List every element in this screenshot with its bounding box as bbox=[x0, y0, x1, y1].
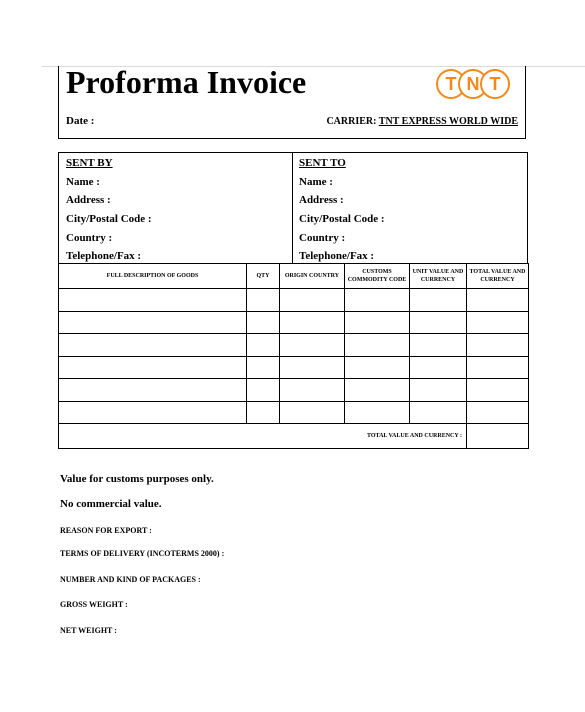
table-row bbox=[59, 379, 529, 402]
origin-cell[interactable] bbox=[280, 379, 345, 402]
sent-to-telephone-label: Telephone/Fax : bbox=[299, 250, 375, 263]
origin-cell[interactable] bbox=[280, 356, 345, 379]
description-cell[interactable] bbox=[59, 356, 247, 379]
goods-header-row bbox=[59, 264, 529, 289]
commodity-code-cell[interactable] bbox=[345, 401, 410, 424]
total-value-cell[interactable] bbox=[467, 356, 529, 379]
net-weight-label: NET WEIGHT : bbox=[60, 626, 117, 635]
sent-to-country-label: Country : bbox=[299, 231, 346, 244]
description-column-header: FULL DESCRIPTION OF GOODS bbox=[59, 264, 247, 289]
carrier-value: TNT EXPRESS WORLD WIDE bbox=[378, 116, 518, 127]
gross-weight-label: GROSS WEIGHT : bbox=[60, 600, 128, 609]
origin-cell[interactable] bbox=[280, 311, 345, 334]
commodity-code-cell[interactable] bbox=[345, 311, 410, 334]
origin-cell[interactable] bbox=[280, 334, 345, 357]
qty-cell[interactable] bbox=[247, 356, 280, 379]
total-value-cell[interactable] bbox=[467, 289, 529, 312]
sent-by-telephone-label: Telephone/Fax : bbox=[66, 250, 142, 263]
reason-for-export-label: REASON FOR EXPORT : bbox=[60, 526, 152, 535]
sent-by-name-label: Name : bbox=[66, 175, 100, 188]
sent-by-heading: SENT BY bbox=[66, 157, 113, 169]
table-row bbox=[59, 401, 529, 424]
sent-to-name-label: Name : bbox=[299, 175, 333, 188]
table-row bbox=[59, 334, 529, 357]
total-value-cell[interactable] bbox=[467, 379, 529, 402]
tnt-logo bbox=[436, 69, 510, 101]
total-value-cell[interactable] bbox=[467, 401, 529, 424]
commodity-code-cell[interactable] bbox=[345, 379, 410, 402]
qty-cell[interactable] bbox=[247, 311, 280, 334]
sent-to-address-label: Address : bbox=[299, 194, 344, 207]
carrier-field bbox=[326, 116, 518, 127]
origin-column-header: ORIGIN COUNTRY bbox=[280, 264, 345, 289]
carrier-label: CARRIER: bbox=[326, 116, 377, 127]
sent-to-city-label: City/Postal Code : bbox=[299, 213, 385, 226]
total-value-cell[interactable] bbox=[467, 311, 529, 334]
table-row bbox=[59, 289, 529, 312]
sent-by-section bbox=[66, 154, 152, 266]
logo-letter-n: N bbox=[458, 69, 488, 99]
description-cell[interactable] bbox=[59, 289, 247, 312]
qty-cell[interactable] bbox=[247, 401, 280, 424]
origin-cell[interactable] bbox=[280, 401, 345, 424]
date-field-label: Date : bbox=[66, 115, 95, 127]
description-cell[interactable] bbox=[59, 334, 247, 357]
description-cell[interactable] bbox=[59, 401, 247, 424]
logo-letter-t1: T bbox=[436, 69, 466, 99]
customs-note: Value for customs purposes only. bbox=[60, 473, 214, 485]
packages-label: NUMBER AND KIND OF PACKAGES : bbox=[60, 575, 201, 584]
description-cell[interactable] bbox=[59, 379, 247, 402]
terms-of-delivery-label: TERMS OF DELIVERY (INCOTERMS 2000) : bbox=[60, 549, 225, 558]
unit-value-cell[interactable] bbox=[410, 334, 467, 357]
table-row bbox=[59, 356, 529, 379]
total-value-cell[interactable] bbox=[467, 334, 529, 357]
origin-cell[interactable] bbox=[280, 289, 345, 312]
unit-value-cell[interactable] bbox=[410, 356, 467, 379]
party-divider bbox=[292, 152, 293, 264]
total-row bbox=[59, 424, 529, 449]
sent-to-heading: SENT TO bbox=[299, 157, 346, 169]
qty-column-header: QTY bbox=[247, 264, 280, 289]
qty-cell[interactable] bbox=[247, 334, 280, 357]
commercial-note: No commercial value. bbox=[60, 498, 162, 510]
commodity-code-column-header: CUSTOMS COMMODITY CODE bbox=[345, 264, 410, 289]
unit-value-cell[interactable] bbox=[410, 401, 467, 424]
description-cell[interactable] bbox=[59, 311, 247, 334]
unit-value-cell[interactable] bbox=[410, 289, 467, 312]
commodity-code-cell[interactable] bbox=[345, 356, 410, 379]
qty-cell[interactable] bbox=[247, 289, 280, 312]
sent-to-section bbox=[299, 154, 385, 266]
commodity-code-cell[interactable] bbox=[345, 334, 410, 357]
total-value-label: TOTAL VALUE AND CURRENCY : bbox=[59, 424, 467, 449]
unit-value-cell[interactable] bbox=[410, 379, 467, 402]
commodity-code-cell[interactable] bbox=[345, 289, 410, 312]
total-value-cell[interactable] bbox=[467, 424, 529, 449]
sent-by-city-label: City/Postal Code : bbox=[66, 213, 152, 226]
total-value-column-header: TOTAL VALUE AND CURRENCY bbox=[467, 264, 529, 289]
unit-value-cell[interactable] bbox=[410, 311, 467, 334]
sent-by-address-label: Address : bbox=[66, 194, 111, 207]
table-row bbox=[59, 311, 529, 334]
unit-value-column-header: UNIT VALUE AND CURRENCY bbox=[410, 264, 467, 289]
document-title: Proforma Invoice bbox=[66, 64, 307, 100]
sent-by-country-label: Country : bbox=[66, 231, 113, 244]
goods-table bbox=[58, 263, 529, 449]
qty-cell[interactable] bbox=[247, 379, 280, 402]
logo-letter-t2: T bbox=[480, 69, 510, 99]
